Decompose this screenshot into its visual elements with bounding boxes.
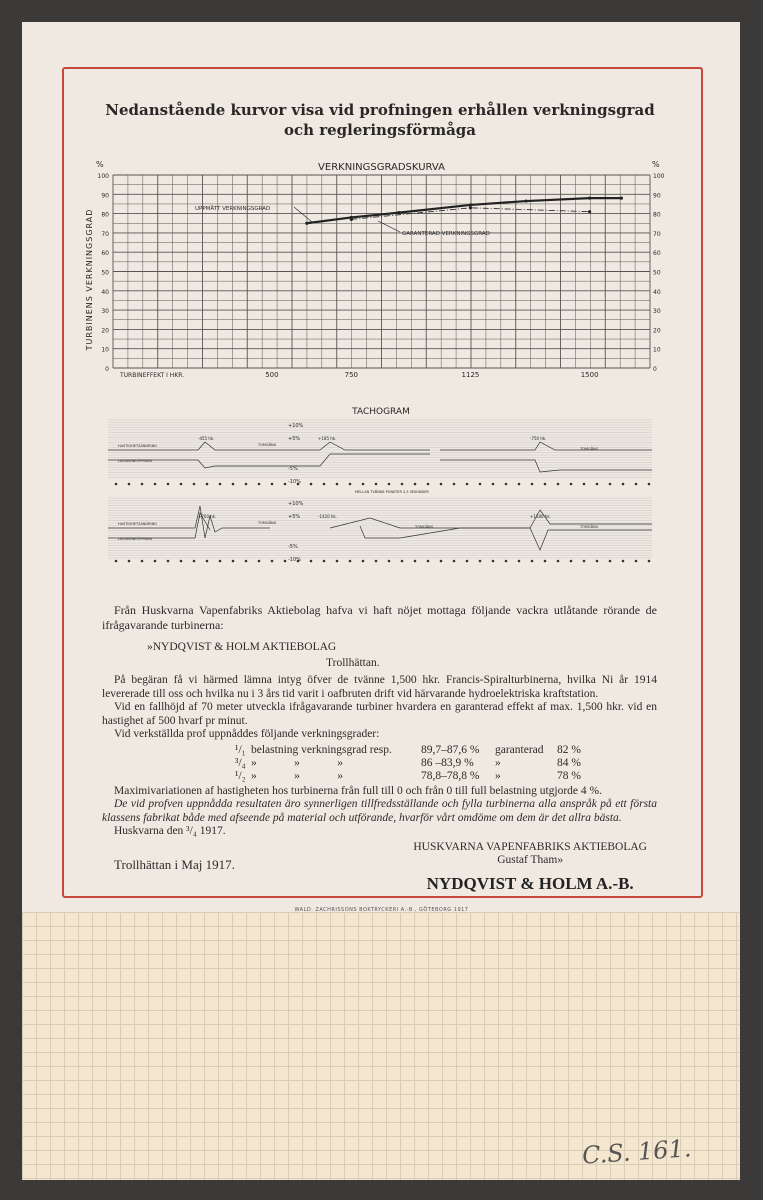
time-dot: [154, 483, 157, 486]
heading-line-1: Nedanstående kurvor visa vid profningen erhållen verkningsgrad: [105, 101, 655, 119]
letter-signer: Gustaf Tham»: [497, 854, 564, 866]
letter-paragraph-1: På begäran få vi härmed lämna intyg öfver de tvänne 1,500 hkr. Francis-Spiralturbinerna, hvilka Ni år 1914 levererade till oss och hvilka nu i 3 års tid varit i oafbruten drift vid härvarande hydroelektriska kraftstation.: [102, 674, 657, 700]
row-desc: » » »: [251, 769, 343, 782]
interval-label: MELLAN TVÅNNE PUNKTER 2,5 SEKUNDER: [355, 490, 429, 494]
time-dot: [336, 560, 339, 563]
time-dot: [336, 483, 339, 486]
y-tick-label-right: 90: [653, 192, 661, 200]
label-guide: LEDSKENEÖPPNING: [118, 537, 153, 541]
x-tick-label: 500: [265, 371, 279, 379]
y-tick-label-right: 100: [653, 173, 665, 180]
scale-label: +10%: [288, 423, 304, 429]
time-dot: [466, 560, 469, 563]
row-load: ¹/₁: [235, 743, 246, 756]
letter-paragraph-4: Maximivariationen af hastigheten hos turbinerna från full till 0 och från 0 till full belastning utgjorde 4 %.: [114, 784, 602, 797]
row-g: »: [495, 769, 501, 782]
time-dot: [635, 560, 638, 563]
time-dot: [375, 483, 378, 486]
row-desc: belastning verkningsgrad resp.: [251, 743, 392, 756]
efficiency-table: [235, 744, 657, 783]
time-dot: [323, 483, 326, 486]
time-dot: [635, 483, 638, 486]
series-label-guaranteed: GARANTERAD VERKNINGSGRAD: [402, 231, 490, 237]
time-dot: [154, 560, 157, 563]
letter-paragraph-5: De vid profven uppnådda resultaten äro synnerligen tillfredsställande och fylla turbinerna alla anspråk på ett första klassens fabrikat både med afseende på material och utförande, hvarför vårt omdöme om dem är det allra bästa.: [102, 798, 657, 824]
time-dot: [310, 560, 313, 563]
time-dot: [583, 483, 586, 486]
x-tick-label: 1125: [461, 371, 480, 379]
time-dot: [388, 560, 391, 563]
y-unit-left: %: [96, 160, 104, 169]
time-dot: [349, 560, 352, 563]
time-dot: [466, 483, 469, 486]
time-dot: [414, 483, 417, 486]
time-dot: [518, 483, 521, 486]
data-point: [588, 197, 591, 200]
time-dot: [193, 560, 196, 563]
heading-line-2: och regleringsförmåga: [283, 121, 477, 139]
time-dot: [544, 560, 547, 563]
time-dot: [531, 560, 534, 563]
data-point: [469, 206, 472, 209]
tachogram-title: TACHOGRAM: [352, 407, 410, 417]
time-dot: [518, 560, 521, 563]
label-speed: HASTIGHETSÄNDRING: [118, 522, 157, 526]
time-dot: [583, 560, 586, 563]
letter-date: Huskvarna den ³/₄ 1917.: [114, 825, 226, 837]
y-unit-right: %: [652, 160, 660, 169]
time-dot: [193, 483, 196, 486]
time-dot: [622, 483, 625, 486]
time-dot: [310, 483, 313, 486]
y-tick-label-right: 10: [653, 346, 661, 354]
idle-label: TOMGÅNG: [258, 521, 277, 525]
time-dot: [167, 483, 170, 486]
data-point: [305, 222, 308, 225]
y-tick-label-left: 20: [101, 327, 109, 335]
idle-label: TOMGÅNG: [415, 525, 434, 529]
row-guar: 78 %: [557, 769, 581, 782]
time-dot: [219, 560, 222, 563]
time-dot: [284, 560, 287, 563]
event-label: -455 hk.: [198, 436, 215, 441]
data-point: [397, 211, 400, 214]
time-dot: [544, 483, 547, 486]
y-tick-label-right: 30: [653, 308, 661, 316]
letter-footer: [102, 841, 657, 894]
idle-label: TOMGÅNG: [580, 447, 599, 451]
label-leader-line: [294, 207, 312, 222]
event-label: +185 hk.: [318, 436, 337, 441]
chart-title: VERKNINGSGRADSKURVA: [318, 162, 445, 173]
y-tick-label-left: 10: [101, 346, 109, 354]
time-dot: [440, 560, 443, 563]
y-tick-label-left: 80: [101, 211, 109, 219]
time-dot: [128, 560, 131, 563]
time-dot: [388, 483, 391, 486]
y-tick-label-left: 70: [101, 230, 109, 238]
time-dot: [271, 483, 274, 486]
row-desc: » » »: [251, 756, 343, 769]
time-dot: [180, 483, 183, 486]
y-tick-label-right: 0: [653, 366, 657, 373]
time-dot: [609, 483, 612, 486]
time-dot: [531, 483, 534, 486]
y-tick-label-left: 90: [101, 192, 109, 200]
idle-label: TOMGÅNG: [580, 525, 599, 529]
data-point: [350, 218, 353, 221]
row-measured: 78,8–78,8 %: [421, 769, 480, 782]
letter-signature-block: [413, 841, 657, 894]
label-speed: HASTIGHETSÄNDRING: [118, 444, 157, 448]
scale-label: -5%: [288, 544, 298, 550]
efficiency-chart: [0, 150, 763, 390]
y-tick-label-right: 60: [653, 250, 661, 258]
speed-trace: [108, 506, 652, 538]
idle-label: TOMGÅNG: [258, 443, 277, 447]
time-dot: [284, 483, 287, 486]
letter-paragraph-2: Vid en fallhöjd af 70 meter utveckla ifrågavarande turbiner hvardera en garanterad effekt af max. 1,500 hkr. vid en hastighet af 500 hvarf pr minut.: [102, 701, 657, 727]
time-dot: [258, 560, 261, 563]
y-tick-label-left: 40: [101, 288, 109, 296]
efficiency-row: [235, 744, 657, 757]
speed-trace: [108, 442, 652, 450]
time-dot: [141, 560, 144, 563]
time-dot: [648, 483, 651, 486]
time-dot: [505, 560, 508, 563]
row-measured: 89,7–87,6 %: [421, 743, 480, 756]
efficiency-row: [235, 770, 657, 783]
time-dot: [479, 483, 482, 486]
time-dot: [440, 483, 443, 486]
letter-paragraph-3: Vid verkställda prof uppnåddes följande verkningsgrader:: [114, 728, 380, 740]
printer-imprint: WALD. ZACHRISSONS BOKTRYCKERI A.-B., GÖTEBORG 1917: [294, 907, 469, 913]
y-tick-label-left: 60: [101, 250, 109, 258]
row-guar: 84 %: [557, 756, 581, 769]
y-tick-label-right: 40: [653, 288, 661, 296]
time-dot: [479, 560, 482, 563]
time-dot: [492, 483, 495, 486]
time-dot: [570, 560, 573, 563]
y-tick-label-left: 30: [101, 308, 109, 316]
time-dot: [349, 483, 352, 486]
row-g: garanterad: [495, 743, 544, 756]
time-dot: [648, 560, 651, 563]
tachogram: [0, 398, 763, 578]
heading: [100, 100, 660, 140]
guide-vane-trace: [108, 454, 652, 472]
row-g: »: [495, 756, 501, 769]
time-dot: [427, 560, 430, 563]
row-load: ³/₄: [235, 756, 246, 769]
time-dot: [232, 483, 235, 486]
scale-label: -10%: [288, 557, 301, 563]
company-signature: NYDQVIST & HOLM A.-B.: [426, 873, 634, 893]
y-tick-label-right: 20: [653, 327, 661, 335]
y-tick-label-right: 50: [653, 269, 661, 277]
y-axis-label: TURBINENS VERKNINGSGRAD: [85, 208, 94, 351]
archive-mark: C.S. 161.: [581, 1134, 693, 1170]
event-label: +1580 hk.: [530, 514, 551, 519]
time-dot: [245, 560, 248, 563]
scale-label: -10%: [288, 479, 301, 485]
time-dot: [128, 483, 131, 486]
letter-place: Trollhättan i Maj 1917.: [114, 857, 235, 872]
time-dot: [167, 560, 170, 563]
x-tick-label: 750: [344, 371, 359, 379]
time-dot: [557, 560, 560, 563]
scale-label: -5%: [288, 466, 298, 472]
letter-city: Trollhättan.: [326, 656, 380, 669]
time-dot: [323, 560, 326, 563]
y-tick-label-left: 50: [101, 269, 109, 277]
y-tick-label-left: 100: [97, 173, 109, 180]
time-dot: [232, 560, 235, 563]
time-dot: [375, 560, 378, 563]
row-measured: 86 –83,9 %: [421, 756, 474, 769]
time-dot: [570, 483, 573, 486]
row-guar: 82 %: [557, 743, 581, 756]
efficiency-row: [235, 757, 657, 770]
data-point: [469, 203, 472, 206]
time-dot: [206, 560, 209, 563]
time-dot: [492, 560, 495, 563]
time-dot: [206, 483, 209, 486]
time-dot: [115, 560, 118, 563]
letter: [102, 603, 657, 894]
scale-label: +5%: [288, 436, 301, 442]
time-dot: [362, 560, 365, 563]
time-dot: [453, 483, 456, 486]
time-dot: [219, 483, 222, 486]
time-dot: [271, 560, 274, 563]
time-dot: [596, 483, 599, 486]
y-tick-label-left: 0: [105, 366, 109, 373]
scale-label: +5%: [288, 514, 301, 520]
time-dot: [362, 483, 365, 486]
time-dot: [557, 483, 560, 486]
time-dot: [414, 560, 417, 563]
time-dot: [401, 483, 404, 486]
data-point: [620, 197, 623, 200]
event-label: -750 hk.: [530, 436, 547, 441]
y-tick-label-right: 70: [653, 230, 661, 238]
y-tick-label-right: 80: [653, 211, 661, 219]
letter-addressee: »NYDQVIST & HOLM AKTIEBOLAG: [147, 641, 337, 653]
label-guide: LEDSKENEÖPPNING: [118, 459, 153, 463]
x-axis-label: TURBINEFFEKT I HKR.: [120, 372, 185, 379]
time-dot: [245, 483, 248, 486]
time-dot: [258, 483, 261, 486]
time-dot: [141, 483, 144, 486]
series-label-measured: UPPMÄTT VERKNINGSGRAD: [195, 206, 271, 212]
time-dot: [453, 560, 456, 563]
data-point: [588, 210, 591, 213]
time-dot: [115, 483, 118, 486]
x-tick-label: 1500: [580, 371, 599, 379]
time-dot: [505, 483, 508, 486]
time-dot: [427, 483, 430, 486]
letter-company: HUSKVARNA VAPENFABRIKS AKTIEBOLAG: [413, 840, 647, 853]
row-load: ¹/₂: [235, 769, 246, 782]
scale-label: +10%: [288, 501, 304, 507]
guide-vane-trace: [108, 513, 652, 550]
time-dot: [596, 560, 599, 563]
event-label: +700 hk.: [198, 514, 217, 519]
time-dot: [622, 560, 625, 563]
letter-intro: Från Huskvarna Vapenfabriks Aktiebolag hafva vi haft nöjet mottaga följande vackra utlåtande rörande de ifrågavarande turbinerna:: [102, 603, 657, 632]
time-dot: [180, 560, 183, 563]
data-point: [524, 199, 527, 202]
event-label: -1420 hk.: [318, 514, 338, 519]
time-dot: [401, 560, 404, 563]
time-dot: [609, 560, 612, 563]
